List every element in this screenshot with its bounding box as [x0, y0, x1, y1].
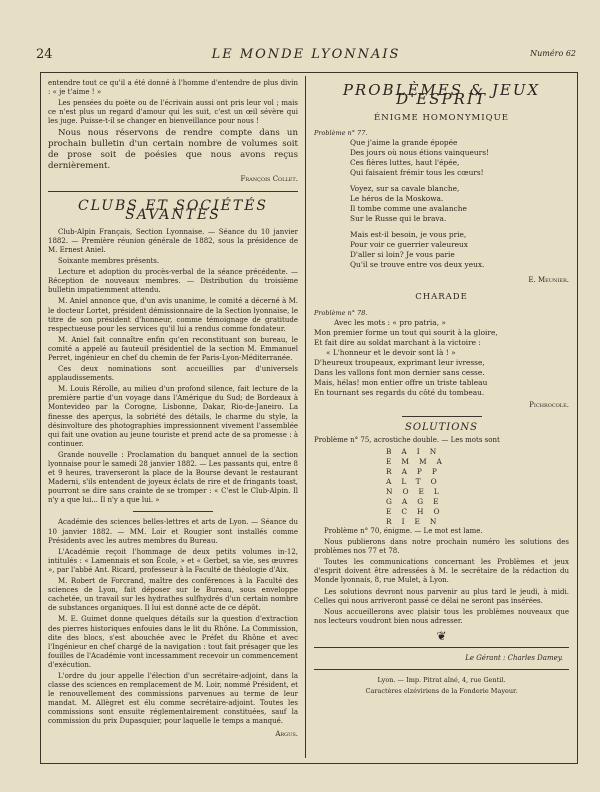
acrostic-word: BAIN: [386, 446, 447, 456]
solution-note: Nous publierons dans notre prochain numéro les solutions des problèmes nos 77 et 78.: [314, 538, 569, 556]
solution-note: Les solutions devront nous parvenir au plus tard le jeudi, à midi. Celles qui nous arriveront passé ce délai ne seront pas insérées.: [314, 587, 569, 605]
poem-stanza: [350, 230, 569, 270]
academy-paragraph: M. E. Guimet donne quelques détails sur la question d'extraction des pierres historiques enfouies dans le lit du Rhône. La Commission, dite des blocs, s'est abouchée avec le Préfet du Rhône et avec l'Ingénieur en chef chargé de la navigation : tout fait présager que les fouilles de l'Académie vont incessamment recevoir un commencement d'exécution.: [48, 615, 298, 669]
poem-line: D'heureux troupeaux, exprimant leur ivresse,: [314, 357, 485, 367]
poem-line: Qu'il se trouve entre vos deux yeux.: [350, 260, 485, 270]
page-number: 24: [36, 47, 53, 62]
club-paragraph: Club-Alpin Français, Section Lyonnaise. — Séance du 10 janvier 1882. — Première réunion générale de 1882, sous la présidence de M. Ernest Aniel.: [48, 227, 298, 254]
column-divider: [305, 76, 306, 758]
poem-line: Pour voir ce guerrier valeureux: [350, 240, 468, 250]
page-header: [36, 47, 576, 67]
short-rule: [402, 416, 482, 417]
poem-line: Le héros de la Moskowa.: [350, 194, 444, 204]
academy-paragraph: M. Robert de Forcrand, maître des conférences à la Faculté des sciences de Lyon, fait déposer sur le Bureau, sous enveloppe cachetée, un travail sur les hydrathes sulfhydrés d'un certain nombre de substances organiques. Il lui est donné acte de ce dépôt.: [48, 577, 298, 613]
left-column: [48, 79, 298, 743]
acrostic-word: ALTO: [386, 476, 447, 486]
charade-number: Problème n° 78.: [314, 308, 368, 317]
acrostic-word: GAGE: [386, 496, 449, 506]
solution-note: Toutes les communications concernant les Problèmes et jeux d'esprit doivent être adressées à M. le secrétaire de la rédaction du Monde lyonnais, 8, rue Mulet, à Lyon.: [314, 558, 569, 585]
poem-line: Mais, hélas! mon entier offre un triste tableau: [314, 377, 488, 387]
poem-line: Qui faisaient frémir tous les cœurs!: [350, 168, 484, 178]
academy-signature: Argus.: [275, 729, 298, 738]
poem-stanza: [350, 138, 569, 178]
solution-75: Problème n° 75, acrostiche double. — Les mots sont: [314, 435, 500, 444]
notice-paragraph: Nous nous réservons de rendre compte dans un prochain bulletin d'un certain nombre de volumes soit de prose soit de poésies que nous avons reçus dernièrement.: [48, 128, 298, 172]
charade-poem: [314, 318, 569, 398]
intro-paragraph: entendre tout ce qu'il a été donné à l'homme d'entendre de plus divin : « je t'aime ! »: [48, 79, 298, 97]
club-paragraph: M. Louis Rérolle, au milieu d'un profond silence, fait lecture de la première partie d'un voyage dans l'Amérique du Sud; de Bordeaux à Montevideo par la Corogne, Lisbonne, Dakar, Rio-de-Janeiro. La finesse des aperçus, la sobriété des détails, le charme du style, la désinvolture des photographies impressionnent vivement l'assemblée qui fait une ovation au jeune touriste et prend acte de sa promesse : à continuer.: [48, 385, 298, 448]
charade-signature: Pichrocole.: [529, 400, 569, 409]
poem-stanza: [350, 184, 569, 224]
acrostic-word: RIEN: [386, 516, 447, 526]
issue-number: Numéro 62: [530, 49, 576, 58]
poem-line: Voyez, sur sa cavale blanche,: [350, 184, 460, 194]
enigme-poem: [350, 138, 569, 270]
intro-paragraph: Les pensées du poète ou de l'écrivain aussi ont pris leur vol ; mais ce n'est plus un regard d'amour qui les suit, c'est un œil sévère qui les juge. Puisse-t-il se changer en bienveillance pour nous !: [48, 99, 298, 126]
club-paragraph: Grande nouvelle : Proclamation du banquet annuel de la section lyonnaise pour le samedi 28 janvier 1882. — Les passants qui, entre 8 et 9 heures, traverseront la place de la Bourse devant le restaurant Maderni, s'ils entendent de joyeux éclats de rire et de fringants toast, pourront se dire sans crainte de se tromper : « C'est le Club-Alpin. Il n'y a que lui... Il n'y a que lui. »: [48, 450, 298, 505]
poem-line: D'aller si loin? Je vous parie: [350, 250, 455, 260]
short-rule: [133, 511, 213, 512]
acrostic-word: EMMA: [386, 456, 452, 466]
acrostic-word: NOEL: [386, 486, 449, 496]
poem-line: Avec les mots : « pro patria, »: [334, 317, 446, 327]
academy-paragraph: L'ordre du jour appelle l'élection d'un secrétaire-adjoint, dans la classe des sciences en remplacement de M. Loir, nommé Président, et le renouvellement des commissions parvenues au terme de leur mandat. M. Allègret est élu comme secrétaire-adjoint. Toutes les commissions sont ensuite réglementairement constituées, sauf la commission du prix Dupasquier, pour laquelle le temps a manqué.: [48, 671, 298, 726]
journal-title: LE MONDE LYONNAIS: [211, 47, 401, 62]
poem-line: Mon premier forme un tout qui sourit à la gloire,: [314, 327, 498, 337]
poem-line: Que j'aime la grande épopée: [350, 138, 458, 148]
right-column: [314, 81, 569, 696]
section-rule: [48, 191, 298, 192]
poem-line: En tournant ses regards du côté du tombeau.: [314, 387, 485, 397]
acrostic-grid: [386, 447, 569, 527]
gerant-line: Le Gérant : Charles Damey.: [465, 653, 563, 662]
academy-paragraph: L'Académie reçoit l'hommage de deux petits volumes in-12, intitulés : « Lamennais et son École, » et « Gerbet, sa vie, ses œuvres », par l'abbé Ant. Ricard, professeur à la Faculté de théologie d'Aix.: [48, 547, 298, 574]
enigme-title: ÉNIGME HOMONYMIQUE: [374, 113, 509, 124]
solution-70: Problème n° 70, énigme. — Le mot est lame.: [324, 526, 483, 535]
printer-line: Caractères elzéviriens de la Fonderie Mayeur.: [365, 687, 518, 696]
solutions-title: SOLUTIONS: [405, 421, 478, 433]
academy-paragraph: Académie des sciences belles-lettres et arts de Lyon. — Séance du 10 janvier 1882. — MM. Loir et Rougier sont installés comme Présidents avec les autres membres du Bureau.: [48, 518, 298, 545]
poem-line: Mais est-il besoin, je vous prie,: [350, 230, 467, 240]
charade-title: CHARADE: [415, 292, 468, 303]
solution-note: Nous accueillerons avec plaisir tous les problèmes nouveaux que nos lecteurs voudront bien nous adresser.: [314, 607, 569, 625]
notice-signature: François Collet.: [240, 175, 298, 184]
poem-line: Sur le Russe qui le brava.: [350, 214, 447, 224]
poem-line: « L'honneur et le devoir sont là ! »: [326, 347, 456, 357]
acrostic-word: ECHO: [386, 506, 450, 516]
problems-section-title: PROBLÈMES & JEUX D'ESPRIT: [342, 81, 541, 109]
poem-line: Des jours où nous étions vainqueurs!: [350, 148, 489, 158]
poem-line: Dans les vallons font mon dernier sans cesse.: [314, 367, 485, 377]
club-paragraph: M. Aniel annonce que, d'un avis unanime, le comité a décerné à M. le docteur Lortet, président démissionnaire de la Section lyonnaise, le titre de son président d'honneur, comme témoignage de gratitude respectueuse pour les services qu'il lui a rendus comme fondateur.: [48, 297, 298, 333]
fleuron-ornament: ❦: [436, 628, 447, 643]
footer-rule: [314, 669, 569, 670]
club-paragraph: Lecture et adoption du procès-verbal de la séance précédente. — Réception de nouveaux membres. — Distribution du troisième bulletin impatiemment attendu.: [48, 268, 298, 295]
club-paragraph: M. Aniel fait connaître enfin qu'en reconstituant son bureau, le comité a appelé au fauteuil présidentiel de la section M. Emmanuel Perret, ingénieur en chef du chemin de fer Paris-Lyon-Méditerranée.: [48, 335, 298, 362]
clubs-section-title: CLUBS ET SOCIÉTÉS SAVANTES: [77, 197, 269, 223]
poem-line: Il tombe comme une avalanche: [350, 204, 467, 214]
printer-line: Lyon. — Imp. Pitrat aîné, 4, rue Gentil.: [377, 676, 506, 685]
enigme-signature: E. Meunier.: [528, 276, 569, 285]
acrostic-word: RAPP: [386, 466, 447, 476]
footer-rule: [314, 647, 569, 648]
poem-line: Et fait dire au soldat marchant à la victoire :: [314, 337, 481, 347]
club-paragraph: Soixante membres présents.: [58, 257, 160, 266]
club-paragraph: Ces deux nominations sont accueillies par d'universels applaudissements.: [48, 365, 298, 383]
poem-line: Ces fières luttes, haut l'épée,: [350, 158, 460, 168]
enigme-number: Problème n° 77.: [314, 129, 368, 138]
